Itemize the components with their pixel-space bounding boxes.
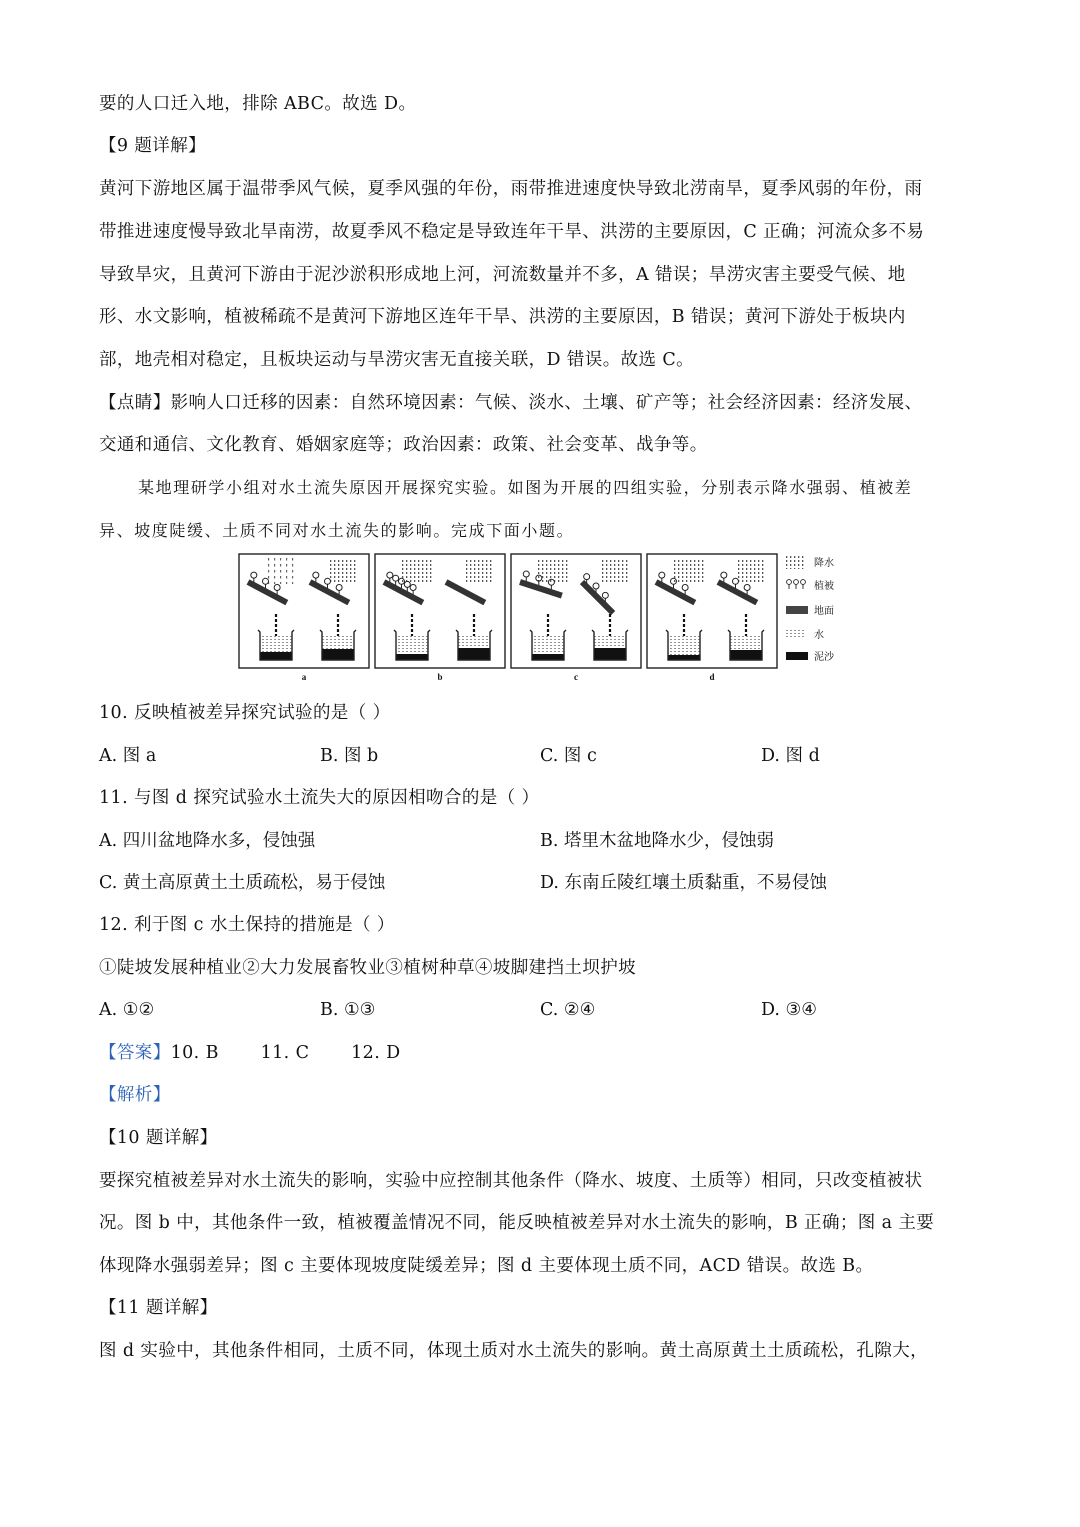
water-mark (458, 636, 490, 648)
text-line: 导致旱灾，且黄河下游由于泥沙淤积形成地上河，河流数量并不多，A 错误；旱涝灾害主要受气候、地 (99, 265, 906, 285)
rain-mark (402, 558, 432, 584)
water-mark (730, 636, 762, 650)
panel-label: a (301, 672, 307, 682)
legend-rain-icon (786, 555, 806, 569)
legend-label: 水 (814, 630, 824, 641)
legend-vegetation-icon (801, 580, 806, 585)
option-d: D. 东南丘陵红壤土质黏重，不易侵蚀 (540, 873, 828, 893)
text-line: 带推进速度慢导致北旱南涝，故夏季风不稳定是导致连年干旱、洪涝的主要原因，C 正确；河流众多不易 (99, 222, 925, 242)
sediment-mark (532, 654, 564, 660)
intro-line: 异、坡度陡缓、土质不同对水土流失的影响。完成下面小题。 (99, 521, 575, 540)
legend-ground-icon (786, 606, 808, 614)
rain-mark (464, 558, 494, 584)
water-mark (532, 636, 564, 654)
option-c: C. 黄土高原黄土土质疏松，易于侵蚀 (99, 873, 386, 893)
water-mark (260, 636, 292, 652)
sediment-mark (458, 648, 490, 660)
question-12-items: ①陡坡发展种植业②大力发展畜牧业③植树种草④坡脚建挡土坝护坡 (99, 958, 636, 978)
panel-label: b (437, 672, 443, 682)
answer-text: 10. B 11. C 12. D (170, 1043, 401, 1063)
tip-line: 【点睛】影响人口迁移的因素：自然环境因素：气候、淡水、土壤、矿产等；社会经济因素：经济发展、 (99, 393, 923, 413)
water-mark (668, 636, 700, 655)
legend-vegetation-icon (787, 580, 792, 585)
rain-mark (600, 558, 630, 584)
option-c: C. 图 c (540, 746, 597, 766)
option-a: A. 四川盆地降水多，侵蚀强 (99, 831, 316, 851)
question-12: 12. 利于图 c 水土保持的措施是（ ） (99, 915, 395, 935)
rain-mark (674, 558, 704, 584)
answer-line (99, 1041, 401, 1065)
water-mark (396, 636, 428, 654)
text-line: 图 d 实验中，其他条件相同，土质不同，体现土质对水土流失的影响。黄土高原黄土土质疏松，孔隙大， (99, 1341, 929, 1361)
legend-label: 植被 (814, 581, 834, 592)
experiment-figure (238, 552, 842, 682)
rain-mark (736, 558, 766, 584)
sediment-mark (322, 649, 354, 660)
option-a: A. 图 a (99, 746, 157, 766)
legend-label: 地面 (814, 606, 834, 617)
text-line: 要的人口迁入地，排除 ABC。故选 D。 (99, 94, 417, 114)
analysis-tag: 【解析】 (99, 1085, 171, 1105)
option-b: B. ①③ (320, 1000, 376, 1020)
sediment-mark (730, 650, 762, 660)
option-c: C. ②④ (540, 1000, 596, 1020)
water-mark (322, 636, 354, 649)
rain-mark (266, 558, 296, 584)
option-d: D. ③④ (761, 1000, 817, 1020)
intro-line: 某地理研学小组对水土流失原因开展探究实验。如图为开展的四组实验，分别表示降水强弱、植被差 (138, 478, 913, 497)
text-line: 黄河下游地区属于温带季风气候，夏季风强的年份，雨带推进速度快导致北涝南旱，夏季风弱的年份，雨 (99, 179, 923, 199)
option-b: B. 图 b (320, 746, 379, 766)
question-11: 11. 与图 d 探究试验水土流失大的原因相吻合的是（ ） (99, 788, 540, 808)
section-heading-q10: 【10 题详解】 (99, 1128, 218, 1148)
text-line: 体现降水强弱差异；图 c 主要体现坡度陡缓差异；图 d 主要体现土质不同，ACD 错误。故选 B。 (99, 1256, 874, 1276)
water-mark (594, 636, 626, 648)
text-line: 况。图 b 中，其他条件一致，植被覆盖情况不同，能反映植被差异对水土流失的影响，B 正确；图 a 主要 (99, 1213, 935, 1233)
legend-label: 降水 (814, 558, 834, 569)
text-line: 部，地壳相对稳定，且板块运动与旱涝灾害无直接关联，D 错误。故选 C。 (99, 350, 695, 370)
question-10: 10. 反映植被差异探究试验的是（ ） (99, 703, 391, 723)
sediment-mark (668, 655, 700, 660)
sediment-mark (260, 652, 292, 660)
text-line: 交通和通信、文化教育、婚姻家庭等；政治因素：政策、社会变革、战争等。 (99, 435, 708, 455)
legend-vegetation-icon (794, 580, 799, 585)
panel-label: d (709, 672, 715, 682)
section-heading-q9: 【9 题详解】 (99, 136, 206, 156)
option-b: B. 塔里木盆地降水少，侵蚀弱 (540, 831, 774, 851)
legend-label: 泥沙 (814, 652, 834, 663)
sediment-mark (594, 648, 626, 660)
option-a: A. ①② (99, 1000, 155, 1020)
sediment-mark (396, 654, 428, 660)
answer-tag: 【答案】 (99, 1043, 171, 1063)
option-d: D. 图 d (761, 746, 820, 766)
legend-sediment-icon (786, 652, 808, 660)
section-heading-q11: 【11 题详解】 (99, 1298, 218, 1318)
text-line: 形、水文影响，植被稀疏不是黄河下游地区连年干旱、洪涝的主要原因，B 错误；黄河下游处于板块内 (99, 307, 906, 327)
rain-mark (328, 558, 358, 584)
text-line: 要探究植被差异对水土流失的影响，实验中应控制其他条件（降水、坡度、土质等）相同，只改变植被状 (99, 1171, 923, 1191)
panel-label: c (574, 672, 578, 682)
legend-water-icon (786, 630, 806, 638)
